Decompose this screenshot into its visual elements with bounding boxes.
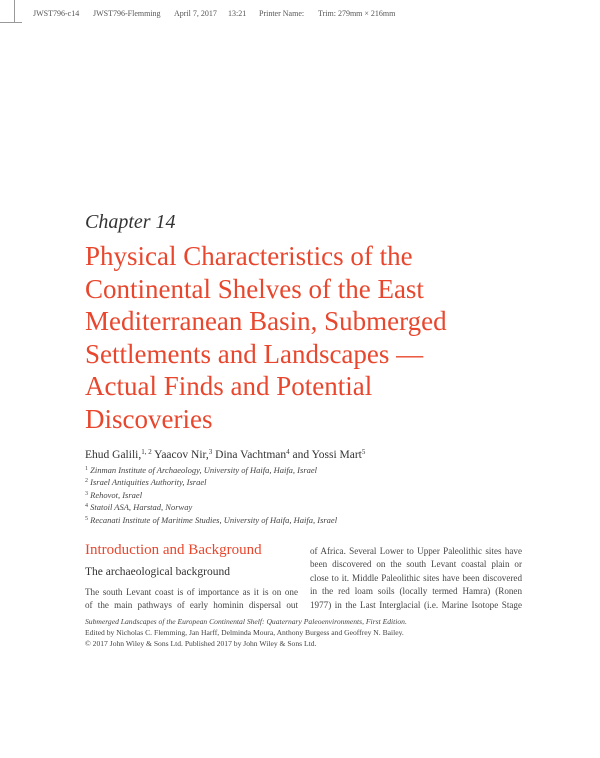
chapter-title (85, 240, 555, 435)
body-text-line: of Africa. Several Lower to Upper Paleolithic sites have (310, 546, 522, 556)
title-line: Settlements and Landscapes — (85, 338, 424, 369)
affiliation-number: 2 (85, 478, 88, 485)
author-affiliation-mark: 1, 2 (141, 448, 152, 456)
body-text-line: 1977) in the Last Interglacial (i.e. Marine Isotope Stage (310, 599, 522, 610)
affiliation-number: 3 (85, 490, 88, 497)
author-name: Dina Vachtman (212, 449, 287, 461)
affiliation-text: Rehovot, Israel (90, 489, 143, 500)
footer-book-line: Submerged Landscapes of the European Continental Shelf: Quaternary Paleoenvironments, First Edition. (85, 617, 407, 626)
affiliation-item (85, 464, 337, 476)
author-list (85, 448, 365, 461)
affiliation-text: Zinman Institute of Archaeology, University of Haifa, Haifa, Israel (90, 465, 318, 475)
body-column-right (310, 545, 522, 612)
affiliation-text: Israel Antiquities Authority, Israel (90, 477, 207, 488)
author-affiliation-mark: 3 (208, 448, 213, 456)
footer-editors-line: Edited by Nicholas C. Flemming, Jan Harff, Delminda Moura, Anthony Burgess and Geoffrey N. Bailey. (85, 628, 404, 637)
affiliation-list (85, 464, 337, 526)
body-text-line: of the main pathways of early hominin dispersal out (85, 600, 298, 611)
author-name: and Yossi Mart (289, 449, 362, 461)
affiliation-text: Statoil ASA, Harstad, Norway (90, 502, 193, 513)
author-affiliation-mark: 5 (361, 448, 366, 456)
title-line: Continental Shelves of the East (85, 273, 424, 304)
citation-footer (85, 616, 407, 649)
body-text-line: in the red loam soils (locally termed Hamra) (Ronen (310, 586, 522, 597)
title-line: Discoveries (85, 403, 213, 434)
title-line: Physical Characteristics of the (85, 241, 413, 271)
chapter-label: Chapter 14 (85, 211, 176, 233)
header-job-name: JWST796-Flemming (93, 9, 161, 18)
affiliation-number: 5 (85, 515, 88, 522)
body-text-line: The south Levant coast is of importance as it is on one (85, 587, 298, 597)
header-time: 13:21 (228, 9, 247, 18)
affiliation-item (85, 501, 337, 513)
section-heading: Introduction and Background (85, 542, 262, 558)
affiliation-item (85, 514, 337, 526)
affiliation-item (85, 489, 337, 501)
affiliation-text: Recanati Institute of Maritime Studies, University of Haifa, Haifa, Israel (90, 514, 338, 525)
header-date: April 7, 2017 (174, 9, 217, 18)
author-affiliation-mark: 4 (286, 448, 290, 456)
author-name: Yaacov Nir, (151, 449, 209, 461)
title-line: Mediterranean Basin, Submerged (85, 306, 447, 336)
affiliation-number: 4 (85, 503, 88, 510)
footer-copyright-line: © 2017 John Wiley & Sons Ltd. Published 2017 by John Wiley & Sons Ltd. (85, 639, 317, 648)
body-text-line: been discovered on the south Levant coastal plain or (310, 559, 522, 570)
body-text-line: close to it. Middle Paleolithic sites have been discovered (310, 572, 522, 583)
affiliation-number: 1 (85, 466, 88, 472)
header-trim: Trim: 279mm × 216mm (318, 9, 396, 18)
subsection-heading: The archaeological background (85, 566, 230, 578)
author-name: Ehud Galili, (85, 449, 142, 461)
title-line: Actual Finds and Potential (85, 371, 373, 401)
affiliation-item (85, 476, 337, 488)
header-printer-name: Printer Name: (259, 9, 305, 18)
print-header (0, 9, 600, 23)
header-job-id: JWST796-c14 (33, 9, 80, 18)
body-column-left (85, 586, 298, 613)
